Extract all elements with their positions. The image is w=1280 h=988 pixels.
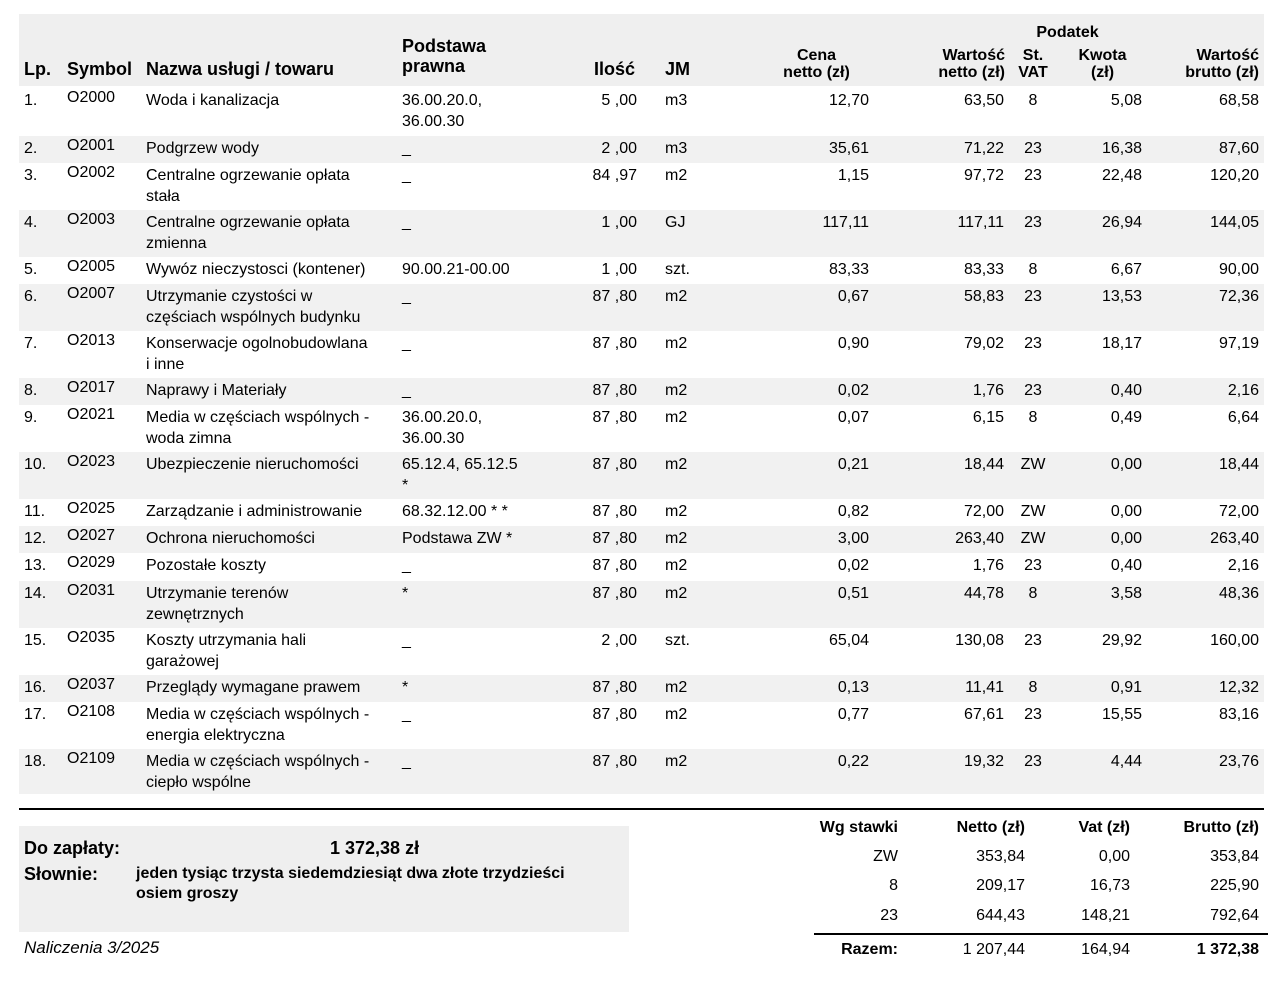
cell-nazwa: Przeglądy wymagane prawem <box>146 679 361 696</box>
summary-cell-netto: 353,84 <box>976 848 1025 865</box>
cell-ilosc: 2 ,00 <box>601 140 637 157</box>
cell-lp: 2. <box>24 140 38 157</box>
cell-vat: 23 <box>1024 214 1042 231</box>
cell-symbol: O2027 <box>67 527 116 544</box>
cell-nazwa: Media w częściach wspólnych - woda zimna <box>146 409 370 447</box>
cell-vat: 8 <box>1028 585 1038 602</box>
cell-netto: 263,40 <box>955 530 1004 547</box>
cell-netto: 72,00 <box>963 503 1004 520</box>
col-header-wartosc-brutto: Wartość brutto (zł) <box>1185 47 1259 81</box>
cell-kwota: 26,94 <box>1101 214 1142 231</box>
cell-podstawa: _ <box>402 335 411 352</box>
cell-kwota: 0,91 <box>1110 679 1142 696</box>
cell-brutto: 2,16 <box>1227 557 1259 574</box>
cell-podstawa: 65.12.4, 65.12.5 * <box>402 456 518 494</box>
slownie-value: jeden tysiąc trzysta siedemdziesiąt dwa złote trzydzieści osiem groszy <box>136 865 565 902</box>
do-zaplaty-value: 1 372,38 zł <box>330 838 420 858</box>
cell-podstawa: 36.00.20.0, 36.00.30 <box>402 409 483 447</box>
cell-jm: m2 <box>665 585 688 602</box>
cell-podstawa: _ <box>402 753 411 770</box>
cell-brutto: 12,32 <box>1218 679 1259 696</box>
cell-nazwa: Pozostałe koszty <box>146 557 267 574</box>
cell-symbol: O2109 <box>67 750 116 767</box>
cell-podstawa: _ <box>402 288 411 305</box>
cell-symbol: O2017 <box>67 379 116 396</box>
summary-total-rule <box>814 933 1268 935</box>
cell-jm: m2 <box>665 530 688 547</box>
cell-jm: GJ <box>665 214 686 231</box>
cell-nazwa: Konserwacje ogolnobudowlana i inne <box>146 335 368 373</box>
cell-jm: m2 <box>665 679 688 696</box>
cell-cena: 0,21 <box>837 456 869 473</box>
cell-nazwa: Utrzymanie czystości w częściach wspólnych budynku <box>146 288 361 326</box>
summary-header-vat: Vat (zł) <box>1078 819 1130 836</box>
footer-note: Naliczenia 3/2025 <box>24 938 160 957</box>
summary-cell-vat: 148,21 <box>1081 907 1130 924</box>
cell-ilosc: 1 ,00 <box>601 261 637 278</box>
cell-brutto: 72,36 <box>1218 288 1259 305</box>
cell-jm: m2 <box>665 503 688 520</box>
cell-lp: 9. <box>24 409 38 426</box>
cell-nazwa: Podgrzew wody <box>146 140 259 157</box>
cell-vat: 23 <box>1024 753 1042 770</box>
cell-cena: 0,07 <box>837 409 869 426</box>
cell-cena: 65,04 <box>828 632 869 649</box>
cell-netto: 11,41 <box>965 679 1004 696</box>
cell-lp: 3. <box>24 167 38 184</box>
cell-lp: 8. <box>24 382 38 399</box>
cell-ilosc: 1 ,00 <box>601 214 637 231</box>
cell-podstawa: _ <box>402 140 411 157</box>
cell-vat: 23 <box>1024 632 1042 649</box>
cell-lp: 16. <box>24 679 47 696</box>
cell-ilosc: 87 ,80 <box>592 335 637 352</box>
cell-podstawa: 90.00.21-00.00 <box>402 261 510 278</box>
summary-cell-netto: 209,17 <box>976 877 1025 894</box>
summary-cell-vat: 16,73 <box>1089 877 1130 894</box>
cell-symbol: O2025 <box>67 500 116 517</box>
cell-ilosc: 87 ,80 <box>592 753 637 770</box>
cell-lp: 17. <box>24 706 47 723</box>
cell-cena: 35,61 <box>828 140 869 157</box>
cell-jm: m2 <box>665 167 688 184</box>
slownie-label: Słownie: <box>24 864 99 884</box>
cell-vat: ZW <box>1020 503 1046 520</box>
cell-vat: 8 <box>1028 261 1038 278</box>
col-header-podstawa: Podstawa prawna <box>402 36 487 76</box>
do-zaplaty-label: Do zapłaty: <box>24 838 121 858</box>
cell-lp: 18. <box>24 753 47 770</box>
cell-jm: m2 <box>665 382 688 399</box>
summary-header-stawka: Wg stawki <box>819 819 898 836</box>
cell-brutto: 120,20 <box>1210 167 1259 184</box>
cell-ilosc: 84 ,97 <box>592 167 637 184</box>
cell-jm: szt. <box>665 261 690 278</box>
summary-cell-stawka: 23 <box>880 907 898 924</box>
cell-ilosc: 5 ,00 <box>601 92 637 109</box>
cell-kwota: 4,44 <box>1110 753 1142 770</box>
cell-ilosc: 2 ,00 <box>601 632 637 649</box>
cell-lp: 15. <box>24 632 47 649</box>
cell-vat: 23 <box>1024 706 1042 723</box>
cell-podstawa: Podstawa ZW * <box>402 530 513 547</box>
cell-netto: 19,32 <box>963 753 1004 770</box>
summary-header-brutto: Brutto (zł) <box>1183 819 1259 836</box>
cell-cena: 1,15 <box>837 167 869 184</box>
cell-brutto: 6,64 <box>1227 409 1259 426</box>
cell-podstawa: * <box>402 679 409 696</box>
cell-nazwa: Centralne ogrzewanie opłata zmienna <box>146 214 350 252</box>
cell-vat: 23 <box>1024 382 1042 399</box>
cell-brutto: 90,00 <box>1218 261 1259 278</box>
cell-lp: 6. <box>24 288 38 305</box>
summary-cell-vat: 0,00 <box>1098 848 1130 865</box>
cell-podstawa: 36.00.20.0, 36.00.30 <box>402 92 483 130</box>
cell-symbol: O2013 <box>67 332 116 349</box>
summary-header-netto: Netto (zł) <box>956 819 1025 836</box>
table-bottom-rule <box>19 808 1264 810</box>
cell-ilosc: 87 ,80 <box>592 530 637 547</box>
summary-total-netto: 1 207,44 <box>962 941 1025 958</box>
cell-ilosc: 87 ,80 <box>592 288 637 305</box>
cell-brutto: 18,44 <box>1218 456 1259 473</box>
cell-lp: 4. <box>24 214 38 231</box>
cell-kwota: 0,00 <box>1110 530 1142 547</box>
cell-vat: 8 <box>1028 409 1038 426</box>
cell-symbol: O2005 <box>67 258 116 275</box>
cell-netto: 71,22 <box>963 140 1004 157</box>
cell-vat: 8 <box>1028 679 1038 696</box>
cell-cena: 0,90 <box>837 335 869 352</box>
cell-netto: 44,78 <box>963 585 1004 602</box>
cell-jm: m2 <box>665 557 688 574</box>
cell-vat: ZW <box>1020 456 1046 473</box>
cell-netto: 83,33 <box>963 261 1004 278</box>
cell-nazwa: Ochrona nieruchomości <box>146 530 315 547</box>
cell-brutto: 83,16 <box>1218 706 1259 723</box>
cell-jm: m3 <box>665 92 688 109</box>
cell-netto: 63,50 <box>963 92 1004 109</box>
cell-nazwa: Wywóz nieczystosci (kontener) <box>146 261 366 278</box>
cell-nazwa: Media w częściach wspólnych - ciepło wspólne <box>146 753 370 791</box>
cell-jm: m2 <box>665 456 688 473</box>
cell-symbol: O2001 <box>67 137 116 154</box>
cell-vat: ZW <box>1020 530 1046 547</box>
cell-jm: m2 <box>665 706 688 723</box>
cell-brutto: 23,76 <box>1218 753 1259 770</box>
cell-lp: 10. <box>24 456 47 473</box>
cell-podstawa: _ <box>402 557 411 574</box>
cell-netto: 130,08 <box>955 632 1004 649</box>
cell-symbol: O2003 <box>67 211 116 228</box>
cell-cena: 0,77 <box>837 706 869 723</box>
summary-cell-stawka: 8 <box>889 877 898 894</box>
cell-symbol: O2037 <box>67 676 116 693</box>
cell-ilosc: 87 ,80 <box>592 382 637 399</box>
cell-cena: 0,51 <box>837 585 869 602</box>
cell-cena: 0,02 <box>837 557 869 574</box>
cell-symbol: O2031 <box>67 582 116 599</box>
cell-kwota: 5,08 <box>1110 92 1142 109</box>
cell-lp: 11. <box>24 503 46 520</box>
cell-podstawa: _ <box>402 706 411 723</box>
cell-brutto: 144,05 <box>1210 214 1259 231</box>
cell-brutto: 97,19 <box>1218 335 1259 352</box>
col-header-podatek: Podatek <box>1036 24 1099 41</box>
cell-symbol: O2007 <box>67 285 116 302</box>
cell-jm: m2 <box>665 409 688 426</box>
cell-vat: 23 <box>1024 288 1042 305</box>
cell-netto: 18,44 <box>963 456 1004 473</box>
cell-netto: 67,61 <box>963 706 1004 723</box>
summary-cell-stawka: ZW <box>873 848 898 865</box>
cell-symbol: O2002 <box>67 164 116 181</box>
cell-nazwa: Utrzymanie terenów zewnętrznych <box>146 585 289 623</box>
cell-vat: 23 <box>1024 557 1042 574</box>
cell-cena: 0,22 <box>837 753 869 770</box>
cell-cena: 12,70 <box>828 92 869 109</box>
cell-kwota: 16,38 <box>1101 140 1142 157</box>
cell-vat: 23 <box>1024 335 1042 352</box>
cell-kwota: 0,00 <box>1110 456 1142 473</box>
cell-kwota: 0,40 <box>1110 382 1142 399</box>
summary-total-brutto: 1 372,38 <box>1196 941 1259 958</box>
cell-brutto: 72,00 <box>1218 503 1259 520</box>
cell-cena: 117,11 <box>822 214 869 231</box>
cell-kwota: 13,53 <box>1101 288 1142 305</box>
col-header-symbol: Symbol <box>67 59 133 79</box>
cell-netto: 97,72 <box>963 167 1004 184</box>
cell-podstawa: 68.32.12.00 * * <box>402 503 508 520</box>
cell-symbol: O2035 <box>67 629 116 646</box>
cell-nazwa: Media w częściach wspólnych - energia elektryczna <box>146 706 370 744</box>
cell-symbol: O2000 <box>67 89 116 106</box>
col-header-jm: JM <box>665 59 691 79</box>
cell-netto: 6,15 <box>972 409 1004 426</box>
cell-jm: m3 <box>665 140 688 157</box>
cell-symbol: O2021 <box>67 406 116 423</box>
cell-lp: 14. <box>24 585 47 602</box>
cell-cena: 3,00 <box>837 530 869 547</box>
cell-cena: 0,67 <box>837 288 869 305</box>
cell-kwota: 22,48 <box>1101 167 1142 184</box>
cell-ilosc: 87 ,80 <box>592 409 637 426</box>
cell-netto: 79,02 <box>963 335 1004 352</box>
cell-ilosc: 87 ,80 <box>592 456 637 473</box>
cell-nazwa: Koszty utrzymania hali garażowej <box>146 632 307 670</box>
cell-symbol: O2023 <box>67 453 116 470</box>
col-header-cena: Cena netto (zł) <box>783 47 850 81</box>
cell-lp: 12. <box>24 530 47 547</box>
cell-brutto: 160,00 <box>1210 632 1259 649</box>
summary-total-label: Razem: <box>841 941 898 958</box>
cell-netto: 58,83 <box>963 288 1004 305</box>
cell-vat: 8 <box>1028 92 1038 109</box>
cell-lp: 5. <box>24 261 38 278</box>
cell-ilosc: 87 ,80 <box>592 706 637 723</box>
cell-vat: 23 <box>1024 167 1042 184</box>
cell-kwota: 18,17 <box>1101 335 1142 352</box>
summary-cell-netto: 644,43 <box>976 907 1025 924</box>
cell-cena: 0,13 <box>837 679 869 696</box>
cell-nazwa: Naprawy i Materiały <box>146 382 287 399</box>
col-header-st-vat: St. VAT <box>1018 47 1048 81</box>
cell-brutto: 68,58 <box>1218 92 1259 109</box>
cell-jm: m2 <box>665 288 688 305</box>
col-header-ilosc: Ilość <box>593 59 635 79</box>
col-header-wartosc-netto: Wartość netto (zł) <box>938 47 1005 81</box>
col-header-nazwa: Nazwa usługi / towaru <box>146 59 335 79</box>
cell-cena: 0,82 <box>837 503 869 520</box>
cell-symbol: O2029 <box>67 554 116 571</box>
cell-ilosc: 87 ,80 <box>592 585 637 602</box>
cell-brutto: 263,40 <box>1210 530 1259 547</box>
cell-podstawa: _ <box>402 632 411 649</box>
payment-box <box>19 826 629 932</box>
cell-jm: m2 <box>665 753 688 770</box>
cell-brutto: 48,36 <box>1218 585 1259 602</box>
cell-kwota: 3,58 <box>1110 585 1142 602</box>
cell-podstawa: * <box>402 585 409 602</box>
cell-ilosc: 87 ,80 <box>592 503 637 520</box>
cell-kwota: 15,55 <box>1101 706 1142 723</box>
cell-lp: 13. <box>24 557 47 574</box>
cell-netto: 1,76 <box>972 557 1004 574</box>
cell-cena: 0,02 <box>837 382 869 399</box>
cell-cena: 83,33 <box>828 261 869 278</box>
cell-kwota: 0,40 <box>1110 557 1142 574</box>
cell-podstawa: _ <box>402 382 411 399</box>
summary-cell-brutto: 353,84 <box>1210 848 1259 865</box>
cell-netto: 117,11 <box>957 214 1004 231</box>
cell-jm: szt. <box>665 632 690 649</box>
cell-symbol: O2108 <box>67 703 116 720</box>
cell-kwota: 6,67 <box>1110 261 1142 278</box>
summary-total-vat: 164,94 <box>1081 941 1130 958</box>
cell-lp: 1. <box>24 92 38 109</box>
summary-cell-brutto: 792,64 <box>1210 907 1259 924</box>
cell-brutto: 87,60 <box>1218 140 1259 157</box>
cell-podstawa: _ <box>402 167 411 184</box>
cell-brutto: 2,16 <box>1227 382 1259 399</box>
cell-nazwa: Woda i kanalizacja <box>146 92 280 109</box>
cell-vat: 23 <box>1024 140 1042 157</box>
cell-netto: 1,76 <box>972 382 1004 399</box>
cell-nazwa: Ubezpieczenie nieruchomości <box>146 456 359 473</box>
cell-jm: m2 <box>665 335 688 352</box>
cell-kwota: 0,00 <box>1110 503 1142 520</box>
cell-kwota: 29,92 <box>1101 632 1142 649</box>
cell-ilosc: 87 ,80 <box>592 557 637 574</box>
col-header-lp: Lp. <box>24 59 51 79</box>
summary-cell-brutto: 225,90 <box>1210 877 1259 894</box>
cell-podstawa: _ <box>402 214 411 231</box>
cell-lp: 7. <box>24 335 38 352</box>
cell-kwota: 0,49 <box>1110 409 1142 426</box>
cell-nazwa: Zarządzanie i administrowanie <box>146 503 363 520</box>
cell-ilosc: 87 ,80 <box>592 679 637 696</box>
cell-nazwa: Centralne ogrzewanie opłata stała <box>146 167 350 205</box>
col-header-kwota: Kwota (zł) <box>1078 47 1127 81</box>
